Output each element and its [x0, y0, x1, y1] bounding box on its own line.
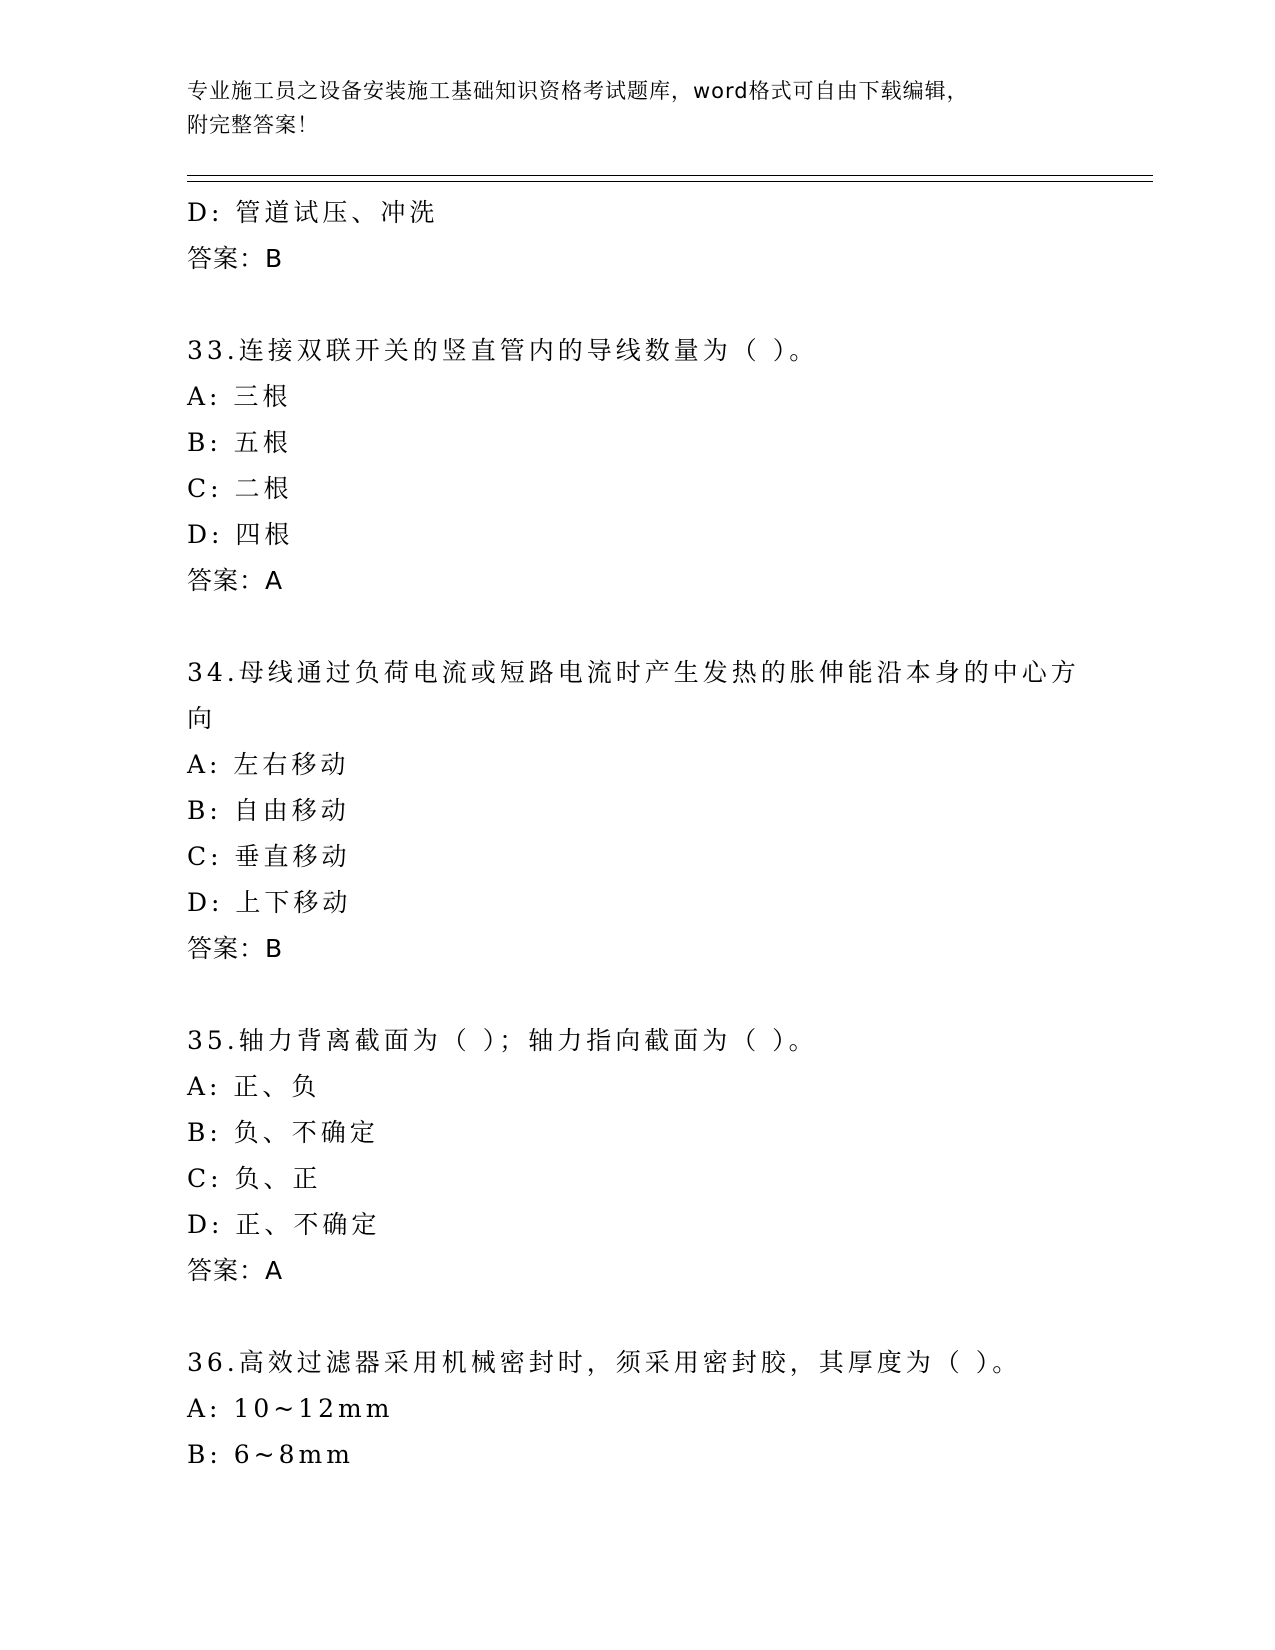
- question-34: [187, 650, 1087, 972]
- question-text-line-2: 向: [187, 704, 217, 733]
- question-text: 33.连接双联开关的竖直管内的导线数量为（ ）。: [187, 336, 819, 365]
- option-d: D: 正、不确定: [187, 1210, 381, 1239]
- option-d: D: 上下移动: [187, 888, 352, 917]
- question-list: [187, 190, 1087, 1478]
- question-33: [187, 328, 1087, 604]
- question-35: [187, 1018, 1087, 1294]
- header-line-2: 附完整答案！: [187, 113, 319, 137]
- option-b: B: 五根: [187, 428, 292, 457]
- option-c: C: 负、正: [187, 1164, 322, 1193]
- option-c: C: 二根: [187, 474, 293, 503]
- question-text: 36.高效过滤器采用机械密封时，须采用密封胶，其厚度为（ ）。: [187, 1348, 1022, 1377]
- option-b: B: 自由移动: [187, 796, 350, 825]
- answer: 答案：A: [187, 566, 284, 595]
- option-d: D: 四根: [187, 520, 294, 549]
- spacer: [187, 604, 1087, 650]
- answer: 答案：B: [187, 934, 284, 963]
- answer: 答案：A: [187, 1256, 284, 1285]
- question-text: 35.轴力背离截面为（ ）；轴力指向截面为（ ）。: [187, 1026, 818, 1055]
- question-text-line-1: 34.母线通过负荷电流或短路电流时产生发热的胀伸能沿本身的中心方: [187, 658, 1080, 687]
- option-b: B: 6~8mm: [187, 1440, 354, 1469]
- option-a: A: 正、负: [187, 1072, 321, 1101]
- option-a: A: 左右移动: [187, 750, 350, 779]
- header-line-1: 专业施工员之设备安装施工基础知识资格考试题库，word格式可自由下载编辑，: [187, 79, 969, 103]
- header-divider-bottom: [187, 181, 1153, 182]
- option-a: A: 10~12mm: [187, 1394, 394, 1423]
- question-36: [187, 1340, 1087, 1478]
- option-d: D: 管道试压、冲洗: [187, 198, 439, 227]
- header-divider-top: [187, 175, 1153, 176]
- spacer: [187, 282, 1087, 328]
- document-header: [187, 74, 1087, 142]
- spacer: [187, 1294, 1087, 1340]
- option-a: A: 三根: [187, 382, 292, 411]
- option-b: B: 负、不确定: [187, 1118, 379, 1147]
- question-32-tail: [187, 190, 1087, 282]
- spacer: [187, 972, 1087, 1018]
- option-c: C: 垂直移动: [187, 842, 351, 871]
- answer: 答案：B: [187, 244, 284, 273]
